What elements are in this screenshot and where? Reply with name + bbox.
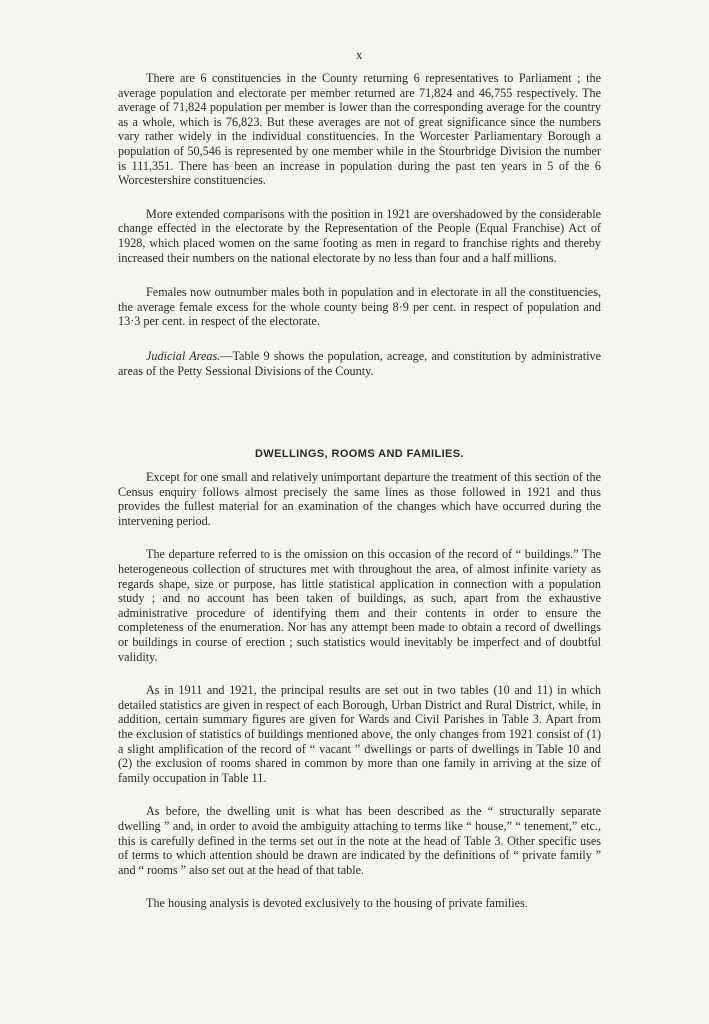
paragraph-comparisons-1921: More extended comparisons with the position in 1921 are overshadowed by the considerable change effected in the electorate by the Representation of the People (Equal Franchise) Act of 1928, which placed women on the same footing as men in regard to franchise rights and thereby increased their numbers on the national electorate by no less than four and a half millions. bbox=[118, 206, 601, 265]
judicial-areas-lead: Judicial Areas. bbox=[146, 348, 221, 363]
paragraph-constituencies: There are 6 constituencies in the County returning 6 representatives to Parliament ; the average population and electorate per member returned are 71,824 and 46,755 respectively. The average of 71,824 population per member is lower than the corresponding average for the country as a whole, which is 76,823. But these averages are not of great significance since the numbers vary rather widely in the individual constituencies. In the Worcester Parliamentary Borough a population of 50,546 is represented by one member while in the Stourbridge Division the number is 111,351. There has been an increase in population during the past ten years in 5 of the 6 Worcestershire constituencies. bbox=[118, 71, 601, 188]
paragraph-departure: The departure referred to is the omission on this occasion of the record of “ buildings.” The heterogeneous collection of structures met with throughout the area, of almost infinite variety as regards shape, size or purpose, has little statistical application in connection with a population study ; and no account has been taken of buildings, as such, apart from the exhaustive administrative procedure of identifying them and their contents in order to ensure the completeness of the enumeration. Nor has any attempt been made to obtain a record of dwellings or buildings in course of erection ; such statistics would inevitably be imperfect and of doubtful validity. bbox=[118, 547, 601, 664]
page-number: x bbox=[356, 48, 363, 62]
paragraph-treatment: Except for one small and relatively unimportant departure the treatment of this section of the Census enquiry follows almost precisely the same lines as those followed in 1921 and thus provides the fullest material for an examination of the changes which have occurred during the intervening period. bbox=[118, 470, 601, 528]
section-heading: DWELLINGS, ROOMS AND FAMILIES. bbox=[255, 448, 464, 461]
paragraph-judicial-areas bbox=[118, 349, 601, 378]
paragraph-dwelling-unit: As before, the dwelling unit is what has been described as the “ structurally separate dwelling ” and, in order to avoid the ambiguity attaching to terms like “ house,” “ tenement,” etc., this is carefully defined in the terms set out in the note at the head of Table 3. Other specific uses of terms to which attention should be drawn are indicated by the definitions of “ private family ” and “ rooms ” also set out at the head of that table. bbox=[118, 804, 601, 877]
paragraph-housing-analysis: The housing analysis is devoted exclusively to the housing of private families. bbox=[146, 896, 528, 911]
judicial-areas-text: —Table 9 shows the population, acreage, and constitution by administrative areas of the Petty Sessional Divisions of the County. bbox=[118, 348, 601, 378]
paragraph-females: Females now outnumber males both in population and in electorate in all the constituencies, the average female excess for the whole county being 8·9 per cent. in respect of population and 13·3 per cent. in respect of the electorate. bbox=[118, 285, 601, 329]
paragraph-principal-results: As in 1911 and 1921, the principal results are set out in two tables (10 and 11) in which detailed statistics are given in respect of each Borough, Urban District and Rural District, while, in addition, certain summary figures are given for Wards and Civil Parishes in Table 3. Apart from the exclusion of statistics of buildings mentioned above, the only changes from 1921 consist of (1) a slight amplification of the record of “ vacant ” dwellings or parts of dwellings in Table 10 and (2) the exclusion of rooms shared in common by more than one family in arriving at the size of family occupation in Table 11. bbox=[118, 683, 601, 785]
document-page bbox=[118, 48, 601, 911]
